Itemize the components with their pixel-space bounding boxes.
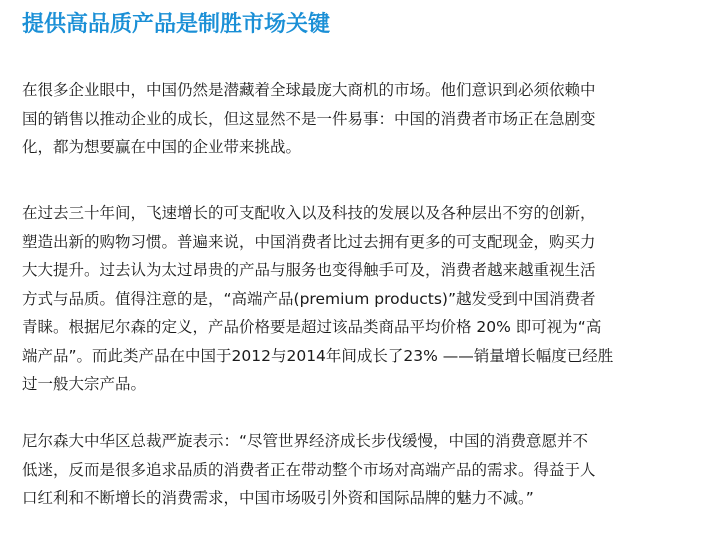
paragraph-line: 方式与品质。值得注意的是，“高端产品(premium products)”越发受到中国消费者 [22, 289, 596, 308]
paragraph-line: 大大提升。过去认为太过昂贵的产品与服务也变得触手可及，消费者越来越重视生活 [22, 261, 596, 279]
article-title: 提供高品质产品是制胜市场关键 [22, 12, 331, 37]
paragraph-line: 青睐。根据尼尔森的定义，产品价格要是超过该品类商品平均价格 20% 即可视为“高 [22, 318, 602, 336]
paragraph-line: 塑造出新的购物习惯。普遍来说，中国消费者比过去拥有更多的可支配现金，购买力 [22, 232, 596, 251]
paragraph-line: 端产品”。而此类产品在中国于2012与2014年间成长了23% ——销量增长幅度已经胜 [22, 346, 614, 365]
paragraph-2 [22, 199, 698, 399]
paragraph-line: 国的销售以推动企业的成长，但这显然不是一件易事：中国的消费者市场正在急剧变 [22, 109, 596, 128]
paragraph-line: 在很多企业眼中，中国仍然是潜藏着全球最庞大商机的市场。他们意识到必须依赖中 [22, 81, 596, 99]
paragraph-3 [22, 427, 698, 513]
paragraph-1 [22, 76, 698, 162]
paragraph-line: 口红利和不断增长的消费需求，中国市场吸引外资和国际品牌的魅力不减。” [22, 489, 534, 507]
paragraph-line: 在过去三十年间，飞速增长的可支配收入以及科技的发展以及各种层出不穷的创新， [22, 204, 596, 222]
paragraph-line: 过一般大宗产品。 [22, 375, 147, 393]
paragraph-line: 低迷，反而是很多追求品质的消费者正在带动整个市场对高端产品的需求。得益于人 [22, 460, 596, 479]
paragraph-line: 化，都为想要赢在中国的企业带来挑战。 [22, 138, 302, 156]
paragraph-line: 尼尔森大中华区总裁严旋表示：“尽管世界经济成长步伐缓慢，中国的消费意愿并不 [22, 432, 589, 450]
